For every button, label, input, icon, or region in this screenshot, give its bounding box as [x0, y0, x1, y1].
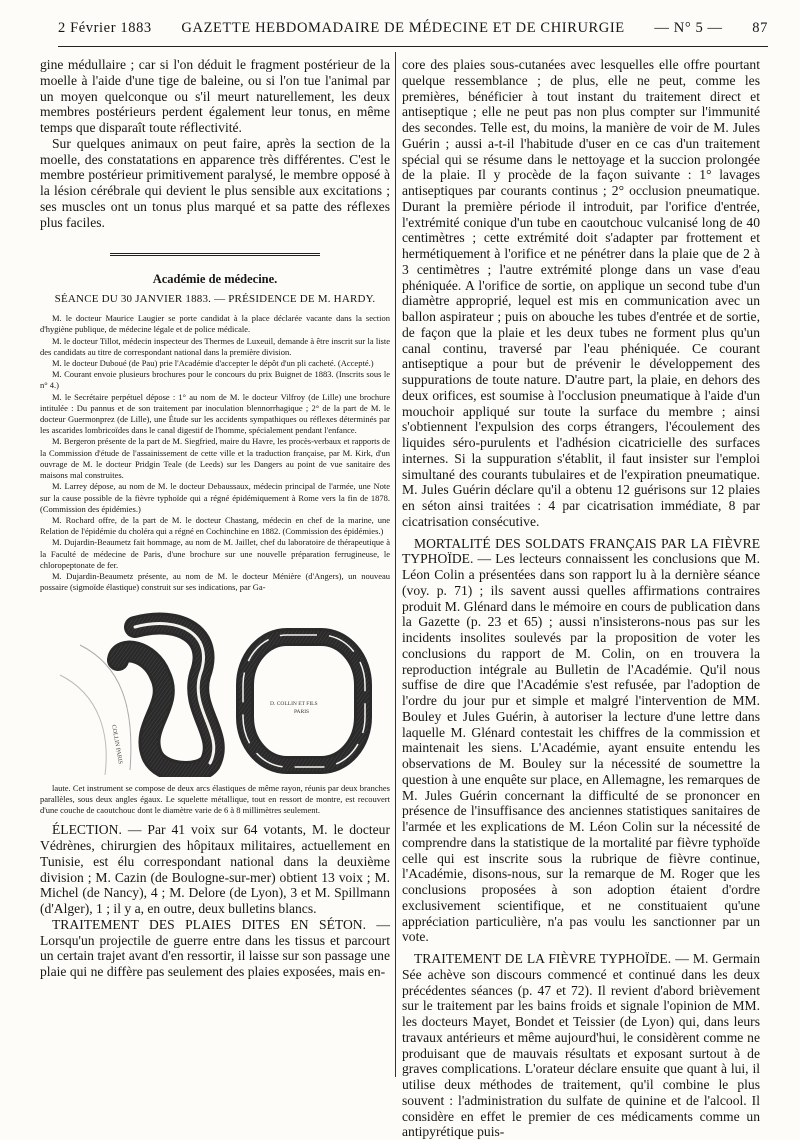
- session-note: M. le docteur Duboué (de Pau) prie l'Académie d'accepter le dépôt d'un pli cacheté. (Accepté.): [52, 358, 374, 369]
- section-heading: Académie de médecine.: [152, 272, 278, 287]
- paragraph: gine médullaire ; car si l'on déduit le fragment postérieur de la moelle à l'aide d'une tige de baleine, ou si l'on tue l'animal par un moyen quelconque ou s'il meurt naturellement, les deux membres postérieurs perdent également leur tonus, en même temps que disparaît toute réflectivité.: [40, 57, 390, 135]
- session-note: M. le docteur Tillot, médecin inspecteur des Thermes de Luxeuil, demande à être inscrit sur la liste des candidats au titre de correspondant national dans la première division.: [40, 335, 390, 357]
- paragraph-typhoid-mortality: MORTALITÉ DES SOLDATS FRANÇAIS PAR LA FIÈVRE TYPHOÏDE. — Les lecteurs connaissent les conclusions que M. Léon Colin a présentées dans son rapport lu à la dernière séance (voy. p. 71) ; ils savent aussi quelles affirmations contraires produit M. Glénard dans le mémoire en cours de publication dans la Gazette (p. 23 et 65) ; aussi n'insisterons-nous pas sur les incidents insolites soulevés par la proposition de voter les conclusions du rapport de M. Colin, on en trouvera la reproduction intégrale au Bulletin de l'Académie. Qu'il nous suffise de dire que l'Académie s'est refusée, par l'adoption de l'ordre du jour pur et simple et malgré l'intervention de MM. Bouley et Jules Guérin, à autoriser la lecture d'une lettre dans laquelle M. Glénard contestait les chiffres de la commission et maintenait les siens. L'Académie, ayant ensuite entendu les observations de M. Bouley sur la nécessité de soumettre la question à une enquête sur place, en Allemagne, les remarques de M. Jules Guérin concernant la difficulté de se prononcer en présence de l'insuffisance des anciennes statistiques sanitaires de l'armée et les explications de M. Léon Colin sur la nécessité de comprendre dans la statistique de la mortalité par fièvre typhoïde celle qui est inscrite sous la rubrique de fièvre continue, l'Académie, disons-nous, sur la remarque de M. Roger que les conclusions proposées à son adoption étaient d'ordre exclusivement scientifique, et ne constituaient qu'une appréciation particulière, n'a pas voulu les sanctionner par un vote.: [402, 535, 760, 945]
- session-subheading: SÉANCE DU 30 JANVIER 1883. — PRÉSIDENCE DE M. HARDY.: [54, 293, 376, 306]
- session-note: M. Courant envoie plusieurs brochures pour le concours du prix Buignet de 1883. (Inscrits sous le n° 4.): [40, 369, 390, 391]
- session-note: M. Larrey dépose, au nom de M. le docteur Debaussaux, médecin principal de l'armée, une Note sur la cause possible de la fièvre typhoïde qui a régné épidémiquement à Rome vers la fin de 1878. (Commission des épidémies.): [40, 481, 390, 514]
- session-note: M. Bergeron présente de la part de M. Siegfried, maire du Havre, les procès-verbaux et rapports de la Commission d'étude de l'assainissement de cette ville et la traduction française, par M. Kirk, d'un ouvrage de M. le docteur Pridgin Teale (de Leeds) sur les Dangers au point de vue sanitaire des maisons mal construites.: [40, 436, 390, 481]
- session-note: M. Dujardin-Beaumetz fait hommage, au nom de M. Jaillet, chef du laboratoire de thérapeutique à la Faculté de médecine de Paris, d'une brochure sur une nouvelle préparation ferrugineuse, le chloropeptonate de fer.: [40, 537, 390, 570]
- session-note: M. le Secrétaire perpétuel dépose : 1° au nom de M. le docteur Vilfroy (de Lille) une brochure intitulée : Du pannus et de son traitement par inoculation blennorrhagique ; 2° de la part de M. le docteur Guermonprez (de Lille), une Étude sur les accidents sympathiques ou réflexes déterminés par les ascarides lombricoïdes dans le canal digestif de l'homme, spécialement pendant l'enfance.: [40, 391, 390, 436]
- session-note: M. Dujardin-Beaumetz présente, au nom de M. le docteur Ménière (d'Angers), un nouveau possaire (sigmoïde élastique) construit sur ses indications, par Ga-: [40, 570, 390, 593]
- header-issue-number: — N° 5 —: [654, 20, 723, 36]
- pessary-front-view: [243, 635, 365, 767]
- paragraph-typhoid-treatment: TRAITEMENT DE LA FIÈVRE TYPHOÏDE. — M. Germain Sée achève son discours commencé et continué dans les deux précédentes séances (p. 47 et 72). Il revient d'abord brièvement sur le traitement par les bains froids et signale l'opinion de MM. les docteurs Mayet, Bondet et Teissier (de Lyon) qui, dans leurs travaux antérieurs et même aujourd'hui, le considèrent comme ne produisant que de mauvais résultats et exposant surtout à de graves complications. L'orateur déclare ensuite que quant à lui, il utilise deux méthodes de traitement, qu'il combine le plus souvent : l'administration du sulfate de quinine et de l'alcool. Il considère en effet le premier de ces médicaments comme un antipyrétique puis-: [402, 951, 760, 1140]
- header-date: 2 Février 1883: [58, 20, 152, 36]
- pessary-engraving: [40, 605, 390, 777]
- section-separator: [110, 253, 320, 256]
- paragraph: Sur quelques animaux on peut faire, après la section de la moelle, des constatations en apparence très différentes. C'est le membre postérieur primitivement paralysé, le membre opposé à la lésion cérébrale qui devient le plus sensible aux excitations ; ses muscles ont un tonus plus marqué et sa patte des réflexes plus faciles.: [40, 135, 390, 230]
- paragraph-seton-wounds: TRAITEMENT DES PLAIES DITES EN SÉTON. — Lorsqu'un projectile de guerre entre dans les tissus et parcourt un certain trajet avant d'en ressortir, il laisse sur son passage une plaie qui ne diffère pas seulement des plaies exposées, mais en-: [40, 916, 390, 980]
- pessary-illustration: [40, 605, 390, 777]
- figure-caption: laute. Cet instrument se compose de deux arcs élastiques de même rayon, réunis par deux branches parallèles, sous deux angles égaux. Le squelette métallique, tout en ressort de montre, est recouvert d'une couche de caoutchouc dont le diamètre varie de 6 à 8 millimètres seulement.: [40, 783, 390, 816]
- maker-stamp-line-1: D. COLLIN ET FILS: [270, 701, 318, 708]
- column-divider: [395, 52, 396, 1077]
- paragraph: core des plaies sous-cutanées avec lesquelles elle offre pourtant quelque ressemblance ; de plus, elle ne peut, comme les premières, bénéficier à tout instant du traitement direct et antiseptique ; elle ne peut pas non plus compter sur l'immunité des secondes. Telle est, du moins, la manière de voir de M. Jules Guérin ; aussi a-t-il l'habitude d'user en ce cas d'un traitement spécial qui se résume dans le nettoyage et la succion prolongée de la plaie. Il y procède de la façon suivante : 1° lavages antiseptiques par courants continus ; 2° occlusion pneumatique. Durant la première période il introduit, par l'orifice d'entrée, l'extrémité conique d'un tube en caoutchouc vulcanisé long de 40 centimètres ; cette extrémité doit s'adapter par frottement et hermétiquement à l'orifice et ne pénétrer dans la plaie que de 2 à 3 centimètres ; l'autre extrémité plonge dans un vase d'eau phéniquée. A l'orifice de sortie, on applique un second tube d'un diamètre approprié, lequel est mis en communication avec un ballon aspirateur ; puis on abouche les tubes d'entrée et de sortie, de façon que la plaie et les deux tubes ne forment plus qu'un canal continu, traversé par l'eau phéniquée. Ce courant antiseptique a pour but de prévenir le développement des suppurations de toute nature. D'autre part, la plaie, en dehors des deux orifices, est soumise à l'occlusion pneumatique à l'aide d'un mouchoir appliqué sur toute la surface du membre ; ainsi s'obtiennent l'expulsion des corps étrangers, l'écoulement des liquides séro-purulents et l'adhésion cicatricielle des surfaces internes. Si la suppuration s'établit, il faut insister sur l'emploi simultané des courants tubulaires et de l'expiration pneumatique. M. Jules Guérin déclare qu'il a obtenu 12 guérisons sur 12 plaies en séton ainsi traitées : 4 par cicatrisation immédiate, 8 par cicatrisation consécutive.: [402, 57, 760, 529]
- right-column: [402, 57, 760, 1140]
- left-column: [40, 57, 390, 980]
- paragraph-election: ÉLECTION. — Par 41 voix sur 64 votants, M. le docteur Védrènes, chirurgien des hôpitaux militaires, actuellement en Tunisie, est élu correspondant national dans la deuxième division ; M. Cazin (de Boulogne-sur-mer) obtient 13 voix ; M. Michel (de Nancy), 4 ; M. Delore (de Lyon), 3 et M. Spillmann (d'Alger), 1 ; il y a, en outre, deux bulletins blancs.: [40, 822, 390, 917]
- instrument-side-inscription: COLLIN PARIS: [110, 724, 123, 766]
- page-header: [58, 20, 768, 47]
- sigmoid-pessary-side-view: [60, 624, 214, 775]
- maker-stamp-line-2: PARIS: [294, 709, 310, 716]
- session-notes: [40, 313, 390, 593]
- header-page-number: 87: [752, 20, 768, 36]
- session-note: M. le docteur Maurice Laugier se porte candidat à la place déclarée vacante dans la section d'hygiène publique, de médecine légale et de police médicale.: [40, 313, 390, 335]
- header-journal-title: GAZETTE HEBDOMADAIRE DE MÉDECINE ET DE CHIRURGIE: [181, 20, 625, 36]
- session-note: M. Rochard offre, de la part de M. le docteur Chastang, médecin en chef de la marine, une Relation de l'épidémie du choléra qui a régné en Cochinchine en 1882. (Commission des épidémies.): [40, 514, 390, 537]
